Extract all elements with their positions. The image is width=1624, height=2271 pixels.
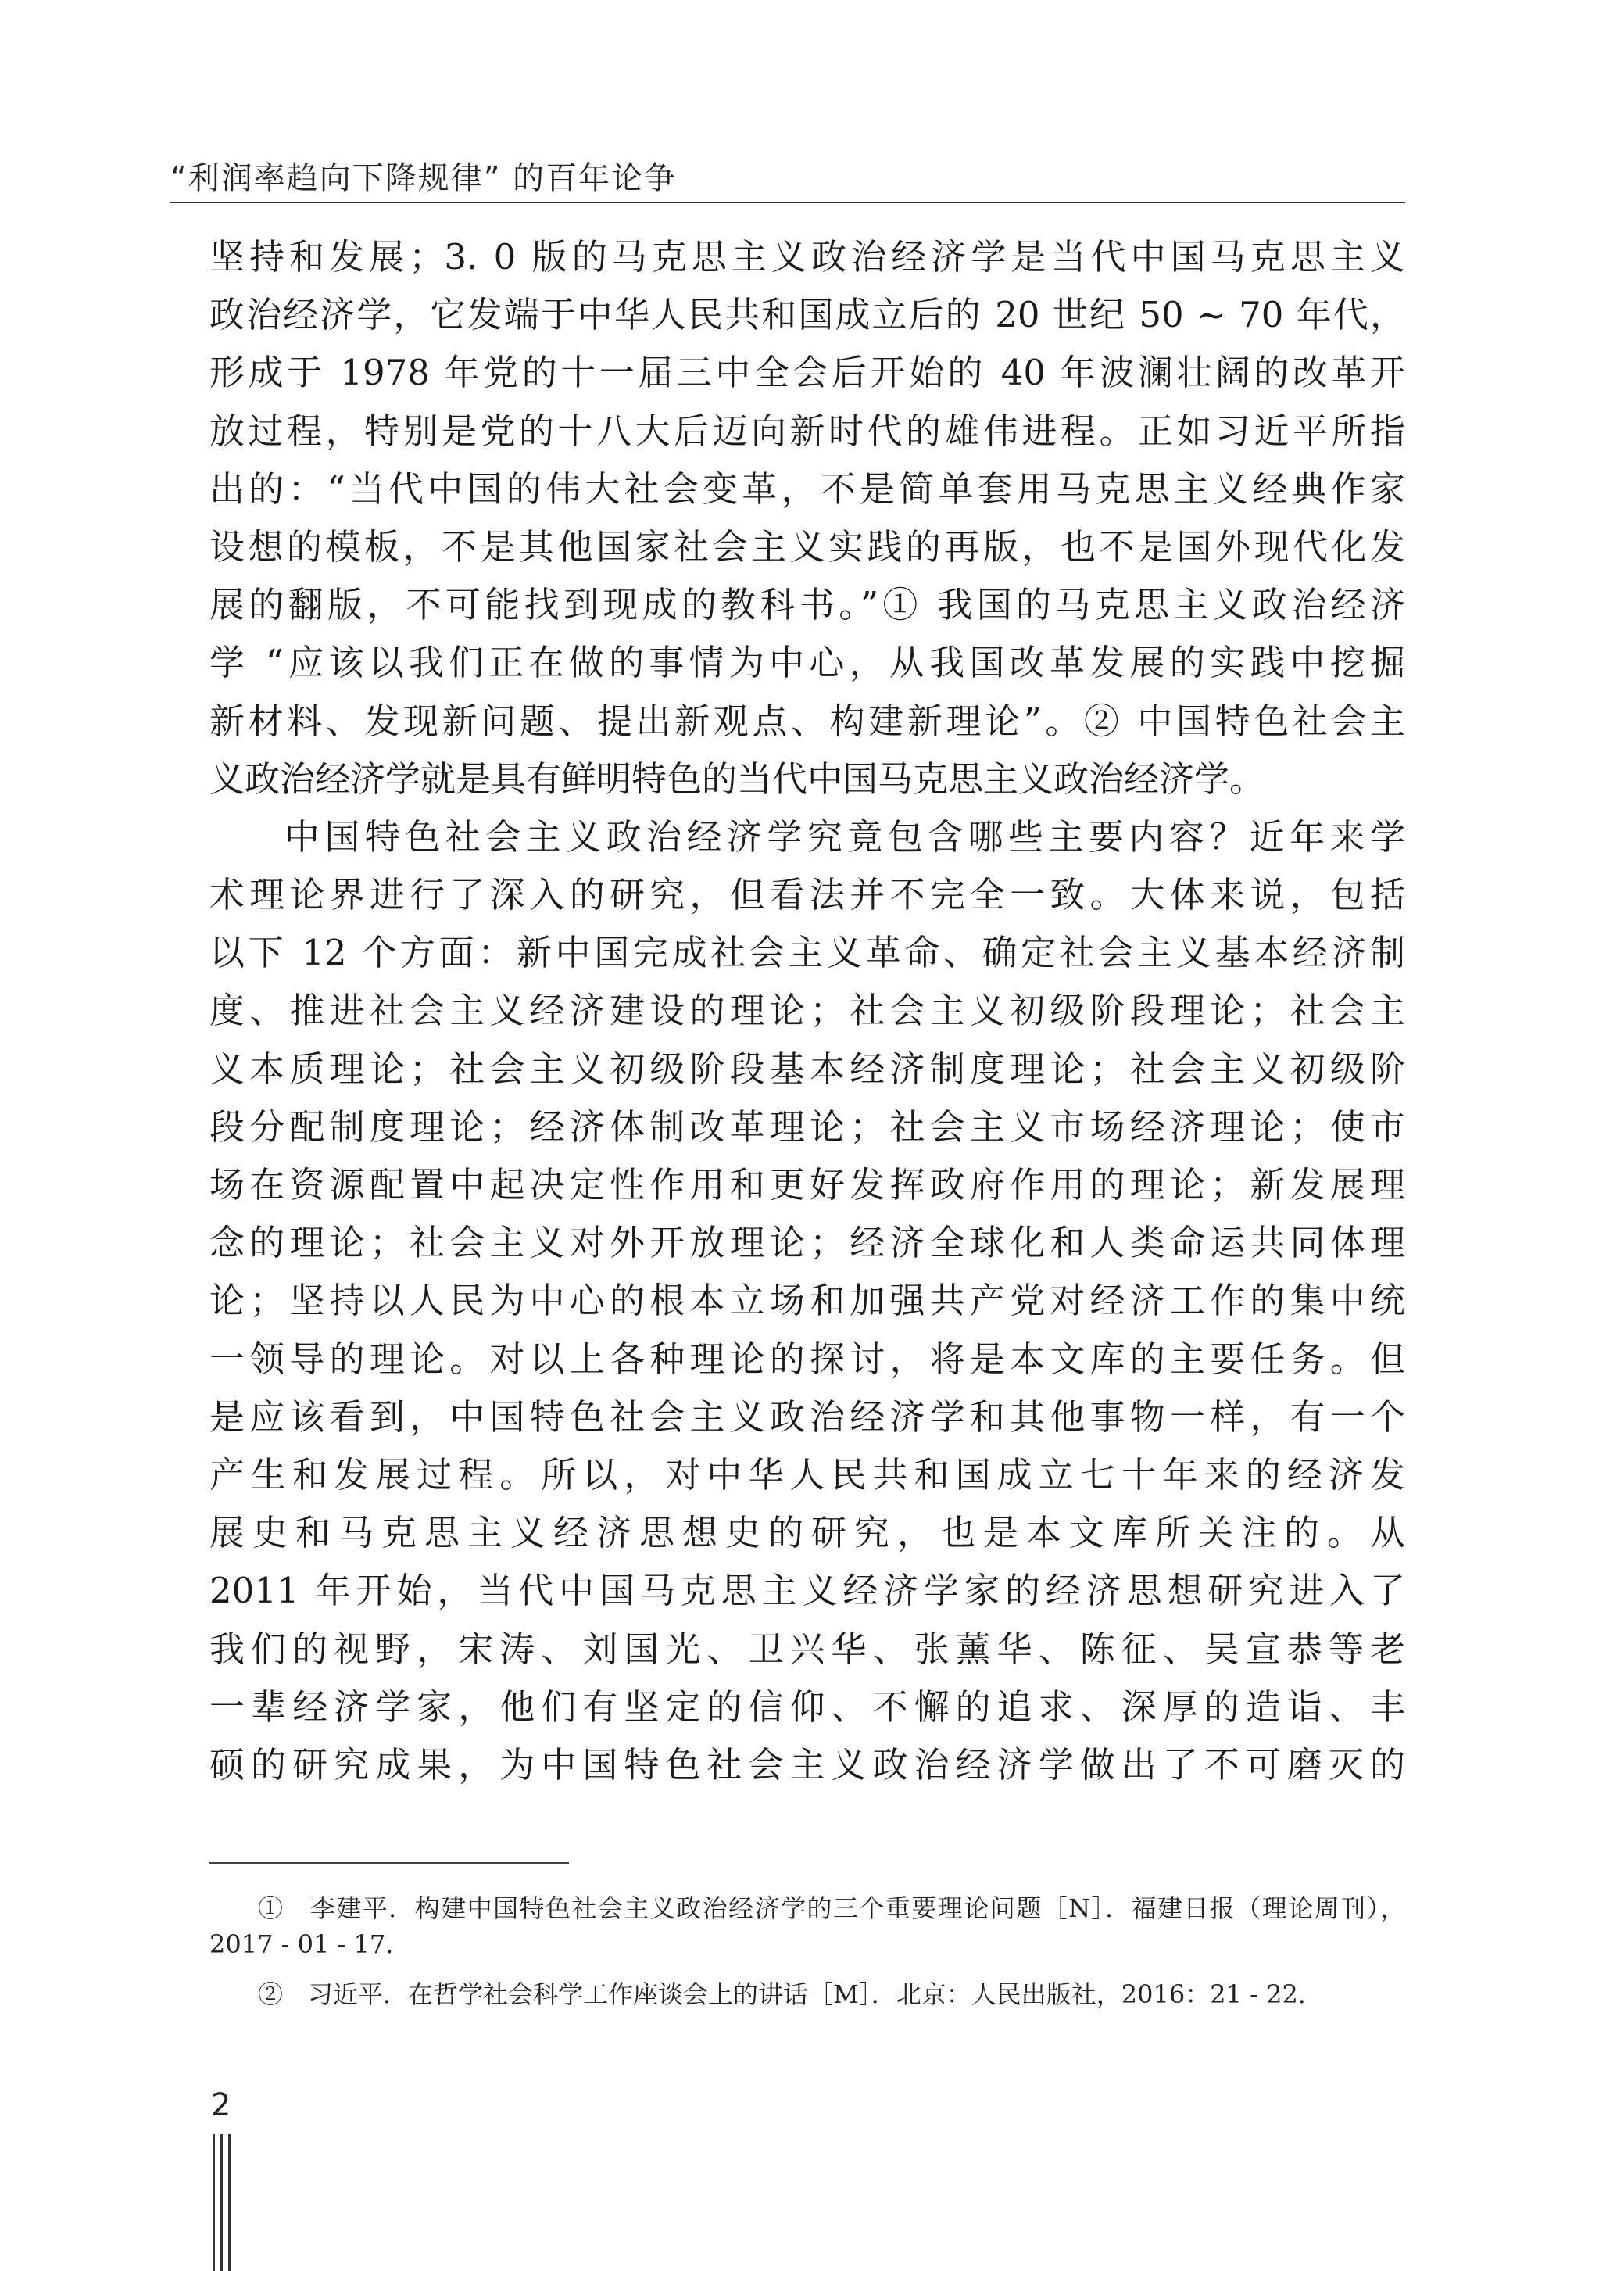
text-line: 设想的模板，不是其他国家社会主义实践的再版，也不是国外现代化发 <box>209 525 1405 568</box>
margin-bar <box>220 2134 223 2271</box>
text-line: 论；坚持以人民为中心的根本立场和加强共产党对经济工作的集中统 <box>209 1280 1405 1322</box>
text-line: 是应该看到，中国特色社会主义政治经济学和其他事物一样，有一个 <box>209 1395 1405 1438</box>
footnote-rule <box>209 1862 569 1864</box>
text-line: 学 “应该以我们正在做的事情为中心，从我国改革发展的实践中挖掘 <box>209 642 1405 684</box>
text-line: 义本质理论；社会主义初级阶段基本经济制度理论；社会主义初级阶 <box>209 1048 1405 1090</box>
footnote-2: ② 习近平．在哲学社会科学工作座谈会上的讲话［M］．北京：人民出版社，2016：21 - 22． <box>258 1979 1323 2009</box>
footnote-gap <box>209 1962 1405 1976</box>
text-line: 放过程，特别是党的十八大后迈向新时代的雄伟进程。正如习近平所指 <box>209 410 1405 452</box>
text-line: 出的：“当代中国的伟大社会变革，不是简单套用马克思主义经典作家 <box>209 467 1405 510</box>
text-line: 2011 年开始，当代中国马克思主义经济学家的经济思想研究进入了 <box>209 1570 1405 1612</box>
footnotes <box>209 1890 1405 2012</box>
header-rule <box>170 202 1405 203</box>
text-line: 我们的视野，宋涛、刘国光、卫兴华、张薰华、陈征、吴宣恭等老 <box>209 1628 1405 1670</box>
text-line: 展史和马克思主义经济思想史的研究，也是本文库所关注的。从 <box>209 1512 1405 1554</box>
body-text <box>209 228 1405 1794</box>
text-line: 坚持和发展；3. 0 版的马克思主义政治经济学是当代中国马克思主义 <box>209 236 1405 278</box>
text-line: 义政治经济学就是具有鲜明特色的当代中国马克思主义政治经济学。 <box>209 758 1265 800</box>
text-line: 念的理论；社会主义对外开放理论；经济全球化和人类命运共同体理 <box>209 1222 1405 1264</box>
text-line: 一辈经济学家，他们有坚定的信仰、不懈的追求、深厚的造诣、丰 <box>209 1685 1405 1728</box>
text-line: 政治经济学，它发端于中华人民共和国成立后的 20 世纪 50 ~ 70 年代， <box>209 294 1405 336</box>
text-line: 场在资源配置中起决定性作用和更好发挥政府作用的理论；新发展理 <box>209 1164 1405 1205</box>
text-line: 硕的研究成果，为中国特色社会主义政治经济学做出了不可磨灭的 <box>209 1743 1405 1786</box>
text-line: 新材料、发现新问题、提出新观点、构建新理论”。② 中国特色社会主 <box>209 700 1405 742</box>
page-number: 2 <box>211 2087 231 2123</box>
running-header: “利润率趋向下降规律” 的百年论争 <box>170 160 678 196</box>
text-line: 展的翻版，不可能找到现成的教科书。”① 我国的马克思主义政治经济 <box>209 584 1405 626</box>
margin-bar <box>213 2134 215 2271</box>
footnote-1-continuation: 2017 - 01 - 17． <box>209 1929 411 1959</box>
margin-bar <box>228 2134 231 2271</box>
text-line: 一领导的理论。对以上各种理论的探讨，将是本文库的主要任务。但 <box>209 1338 1405 1380</box>
text-line: 以下 12 个方面：新中国完成社会主义革命、确定社会主义基本经济制 <box>209 932 1405 974</box>
text-line: 形成于 1978 年党的十一届三中全会后开始的 40 年波澜壮阔的改革开 <box>209 352 1405 394</box>
footnote-1: ① 李建平．构建中国特色社会主义政治经济学的三个重要理论问题［N］．福建日报（理论周刊）， <box>258 1893 1405 1923</box>
text-line: 产生和发展过程。所以，对中华人民共和国成立七十年来的经济发 <box>209 1453 1405 1495</box>
text-line: 段分配制度理论；经济体制改革理论；社会主义市场经济理论；使市 <box>209 1105 1405 1148</box>
text-line: 中国特色社会主义政治经济学究竟包含哪些主要内容？近年来学 <box>284 815 1405 858</box>
text-line: 术理论界进行了深入的研究，但看法并不完全一致。大体来说，包括 <box>209 874 1405 916</box>
text-line: 度、推进社会主义经济建设的理论；社会主义初级阶段理论；社会主 <box>209 990 1405 1032</box>
